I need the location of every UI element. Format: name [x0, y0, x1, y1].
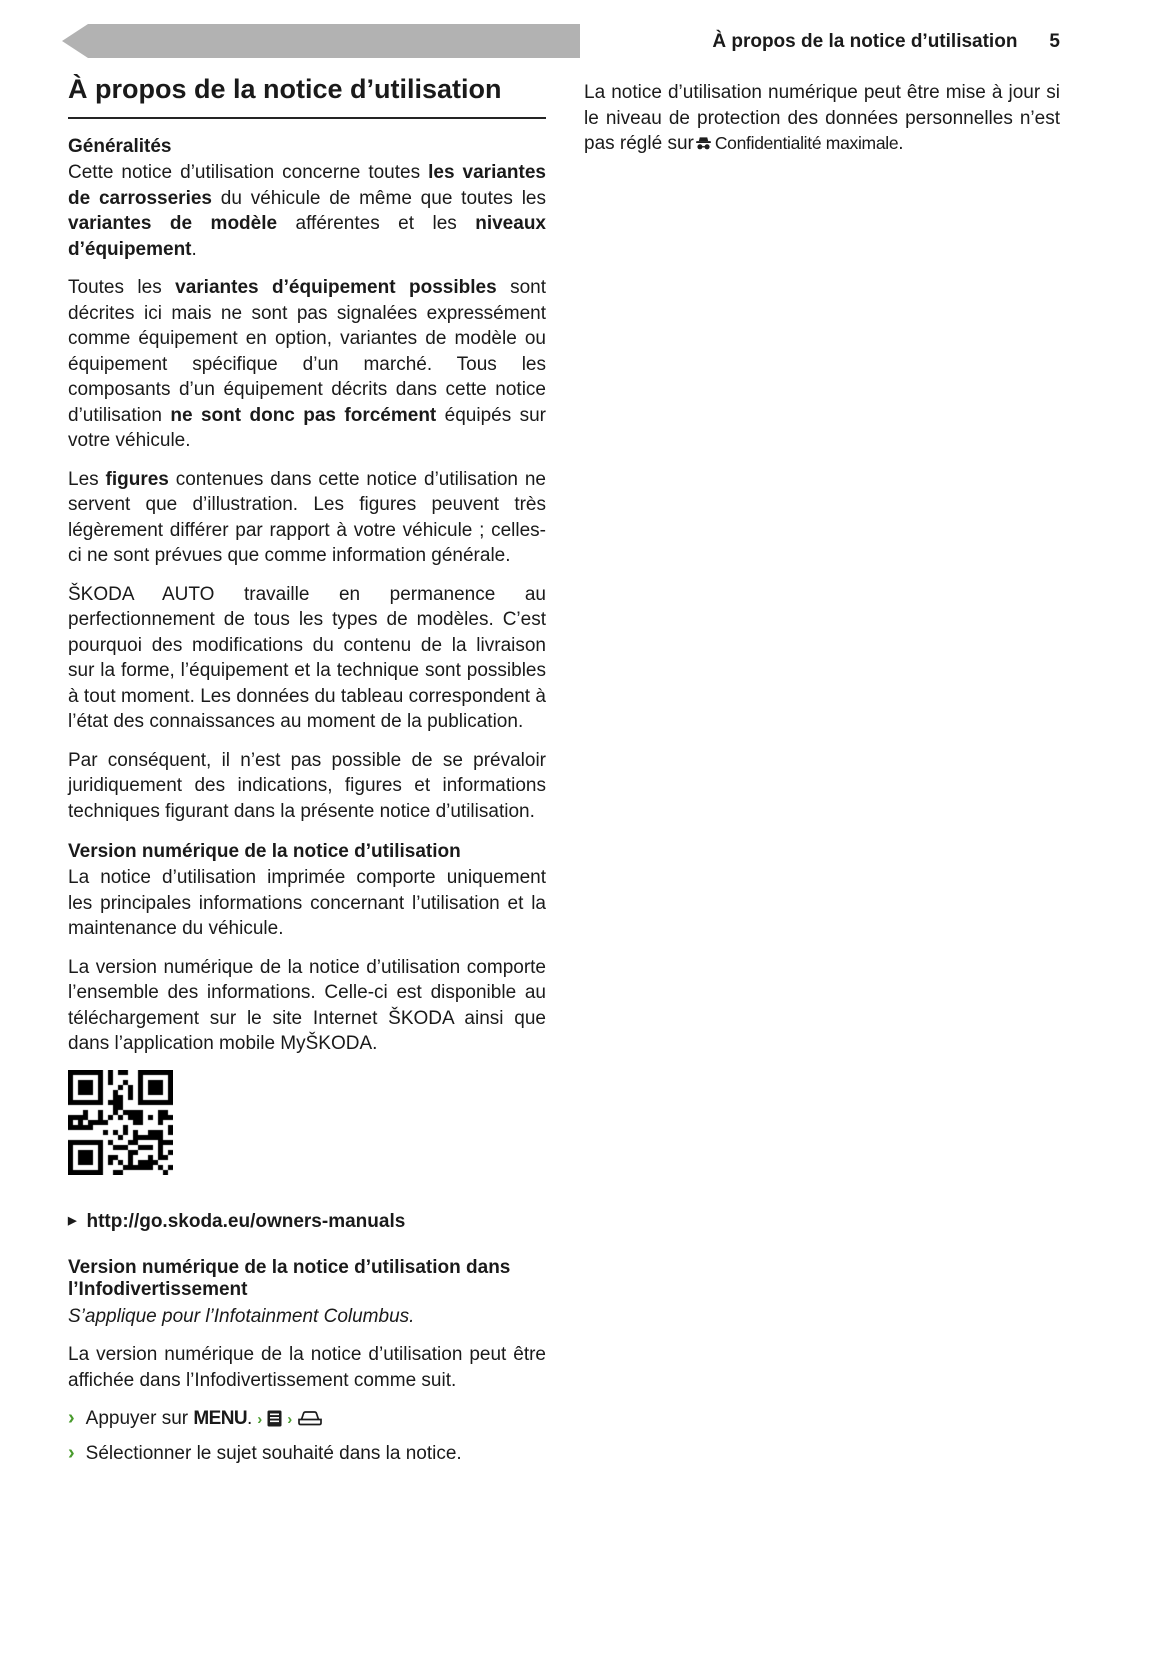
chevron-separator-icon: › [287, 1411, 293, 1428]
chevron-separator-icon: › [257, 1411, 263, 1428]
paragraph-update-note: La notice d’utilisation numérique peut être mise à jour si le niveau de protection des données personnelles n’est pas réglé sur Confidentialité maximale. [584, 82, 1060, 154]
header-title: À propos de la notice d’utilisation [712, 31, 1018, 52]
car-icon [297, 1408, 323, 1429]
step-bullet-icon: › [68, 1407, 75, 1429]
page-number: 5 [1049, 31, 1060, 52]
privacy-setting-label: Confidentialité maximale [714, 133, 899, 153]
paragraph-generalites-4: ŠKODA AUTO travaille en permanence au perfectionnement de tous les types de modèles. C’est pourquoi des modifications du contenu de la livraison sur la forme, l’équipement et la technique sont possibles à tout moment. Les données du tableau correspondent à l’état des connaissances au moment de la publication. [68, 583, 546, 732]
paragraph-generalites-3: Les figures contenues dans cette notice d’utilisation ne servent que d’illustration. Les figures peuvent très légèrement différer par rapport à votre véhicule ; celles-ci ne sont prévues que comme information générale. [68, 468, 547, 566]
list-item-step-2 [68, 1441, 546, 1466]
menu-button-label: MENU [193, 1408, 247, 1429]
header-band [62, 24, 580, 58]
left-column [68, 74, 546, 1475]
right-column [584, 80, 1060, 170]
step-text: Sélectionner le sujet souhaité dans la notice. [85, 1443, 462, 1464]
owners-manuals-link-row [68, 1211, 546, 1233]
page-title: À propos de la notice d’utilisation [68, 74, 546, 119]
step-text: Appuyer sur MENU. › › [86, 1406, 546, 1432]
section-heading-infotainment: Version numérique de la notice d’utilisation dans l’Infodivertissement [68, 1256, 511, 1300]
section-heading-generalites: Généralités [68, 136, 172, 157]
paragraph-version-2: La version numérique de la notice d’utilisation comporte l’ensemble des informations. Celle-ci est disponible au téléchargement sur le site Internet ŠKODA ainsi que dans l’application mobile MyŠKODA. [68, 956, 546, 1054]
paragraph-generalites-5: Par conséquent, il n’est pas possible de se prévaloir juridiquement des indications, figures et informations techniques figurant dans la présente notice d’utilisation. [68, 749, 546, 822]
list-item-step-1 [68, 1406, 546, 1432]
triangle-bullet-icon: ▶ [68, 1215, 77, 1227]
paragraph-generalites-1: Cette notice d’utilisation concerne toutes les variantes de carrosseries du véhicule de même que toutes les variantes de modèle afférentes et les niveaux d’équipement. [68, 162, 546, 260]
section-heading-version-numerique: Version numérique de la notice d’utilisation [68, 841, 461, 862]
incognito-icon [694, 133, 715, 154]
manual-book-icon [267, 1408, 282, 1429]
owners-manuals-url[interactable]: http://go.skoda.eu/owners-manuals [86, 1210, 406, 1232]
paragraph-version-1: La notice d’utilisation imprimée comporte uniquement les principales informations concernant l’utilisation et la maintenance du véhicule. [68, 867, 546, 939]
paragraph-generalites-2: Toutes les variantes d’équipement possibles sont décrites ici mais ne sont pas signalées expressément comme équipement en option, variantes de modèle ou équipement spécifique d’un marché. Tous les composants d’un équipement décrits dans cette notice d’utilisation ne sont donc pas forcément équipés sur votre véhicule. [68, 277, 547, 451]
page-header [712, 31, 1060, 53]
applies-to-note: S’applique pour l’Infotainment Columbus. [68, 1305, 415, 1327]
step-bullet-icon: › [68, 1442, 75, 1464]
qr-code [68, 1070, 173, 1175]
paragraph-infotainment-1: La version numérique de la notice d’utilisation peut être affichée dans l’Infodivertissement comme suit. [68, 1344, 546, 1391]
